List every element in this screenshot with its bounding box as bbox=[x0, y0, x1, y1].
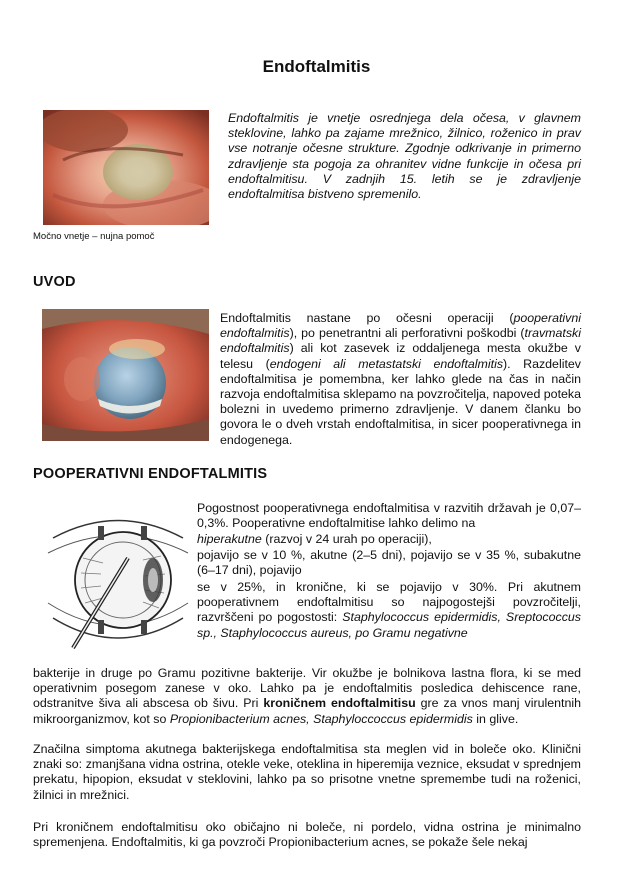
simptomi-paragraph: Značilna simptoma akutnega bakterijskega endoftalmitisa sta meglen vid in boleče oko. Klinični znaki so: zmanjšana vidna ostrina, otekle veke, oteklina in hiperemija veznice, eksudat v sprednjem prekatu, hipopion, eksudat v steklovini, lahko pa so prisotne vnetne spremembe tudi na roženici, žilnici in mrežnici. bbox=[33, 742, 581, 802]
bakterije-text-2: gre za vnos manj virulentnih mikroorganizmov, kot so bbox=[33, 696, 582, 726]
uvod-italic-2: travmatski endoftalmitis bbox=[220, 326, 581, 356]
pooperativni-kronicne bbox=[197, 580, 581, 641]
kronicne-text: se v 25%, in kronične, ki se pojavijo v 30%. Pri akutnem pooperativnem endoftalmitisu so najpogostejši povzročitelji, razvrščeni po pogostosti: bbox=[197, 580, 581, 625]
uvod-text-1: Endoftalmitis nastane po očesni operaciji ( bbox=[220, 311, 514, 325]
bakterije-bold: kroničnem endoftalmitisu bbox=[263, 696, 416, 711]
uvod-paragraph bbox=[220, 311, 581, 448]
intro-paragraph: Endoftalmitis je vnetje osrednjega dela očesa, v glavnem steklovine, lahko pa zajame mrežnico, žilnico, roženico in prav vse notranje očesne strukture. Zgodnje odkrivanje in primerno zdravljenje sta pogoja za ohranitev vidne funkcije in očesa pri endoftalmitisu. V zadnjih 15. letih se je zdravljenje endoftalmitisa bistveno spremenilo. bbox=[228, 111, 581, 202]
pooperativni-line-1: Pogostnost pooperativnega endoftalmitisa v razvitih državah je 0,07–0,3%. Pooperativne endoftalmitise lahko delimo na bbox=[197, 501, 581, 531]
bakterije-italic: Propionibacterium acnes, Staphyloccoccus epidermidis bbox=[169, 711, 473, 726]
section-heading-pooperativni: POOPERATIVNI ENDOFTALMITIS bbox=[33, 466, 268, 482]
kronicni-paragraph: Pri kroničnem endoftalmitisu oko običajno ni boleče, ni pordelo, vidna ostrina je minimalno spremenjena. Endoftalmitis, ki ga povzroči Propionibacterium acnes, se pokaže šele nekaj bbox=[33, 820, 581, 850]
bakterije-paragraph bbox=[33, 666, 581, 727]
eye-inflammation-photo bbox=[43, 110, 209, 225]
page-title: Endoftalmitis bbox=[262, 57, 371, 76]
kronicne-species: Staphylococcus epidermidis, Sreptococcus sp., Staphylococcus aureus, po Gramu negativne bbox=[197, 610, 581, 640]
uvod-italic-1: pooperativni endoftalmitis bbox=[220, 311, 581, 341]
hiperakutne-term: hiperakutne bbox=[197, 532, 262, 546]
eye-hypopyon-photo bbox=[42, 309, 209, 441]
uvod-italic-3: endogeni ali metastatski endoftalmitis bbox=[269, 356, 504, 371]
photo-caption: Močno vnetje – nujna pomoč bbox=[33, 231, 155, 242]
uvod-text-4: ). Razdelitev endoftalmitisa je pomembna, ker lahko glede na čas in način razvoja endoftalmitisa sklepamo na povzročitelja, napoved poteka bolezni in uvedemo primerno zdravljenje. V danem članku bo govora le o dveh vrstah endoftalmitisa, in sicer pooperativnega in endogenega. bbox=[220, 356, 581, 447]
bakterije-text-3: in glive. bbox=[472, 711, 519, 726]
pooperativni-akutne: pojavijo se v 10 %, akutne (2–5 dni), pojavijo se v 35 %, subakutne (6–17 dni), pojavijo bbox=[197, 548, 581, 578]
uvod-text-2: ), po penetrantni ali perforativni poškodbi ( bbox=[289, 326, 525, 341]
section-heading-uvod: UVOD bbox=[33, 274, 76, 290]
pooperativni-hiper bbox=[197, 532, 581, 547]
uvod-text-3: ) ali kot zasevek iz oddaljenega mesta okužbe v telesu ( bbox=[220, 341, 581, 371]
hiperakutne-desc: (razvoj v 24 urah po operaciji), bbox=[261, 532, 432, 546]
bakterije-text-1: bakterije in druge po Gramu pozitivne bakterije. Vir okužbe je bolnikova lastna flora, ki se med operativnim posegom zanese v oko. Lahko pa je endoftalmitis posledica dehiscence rane, odstranitve šiva ali abscesa ob šivu. Pri bbox=[33, 666, 581, 711]
eye-surgery-illustration bbox=[43, 498, 193, 658]
